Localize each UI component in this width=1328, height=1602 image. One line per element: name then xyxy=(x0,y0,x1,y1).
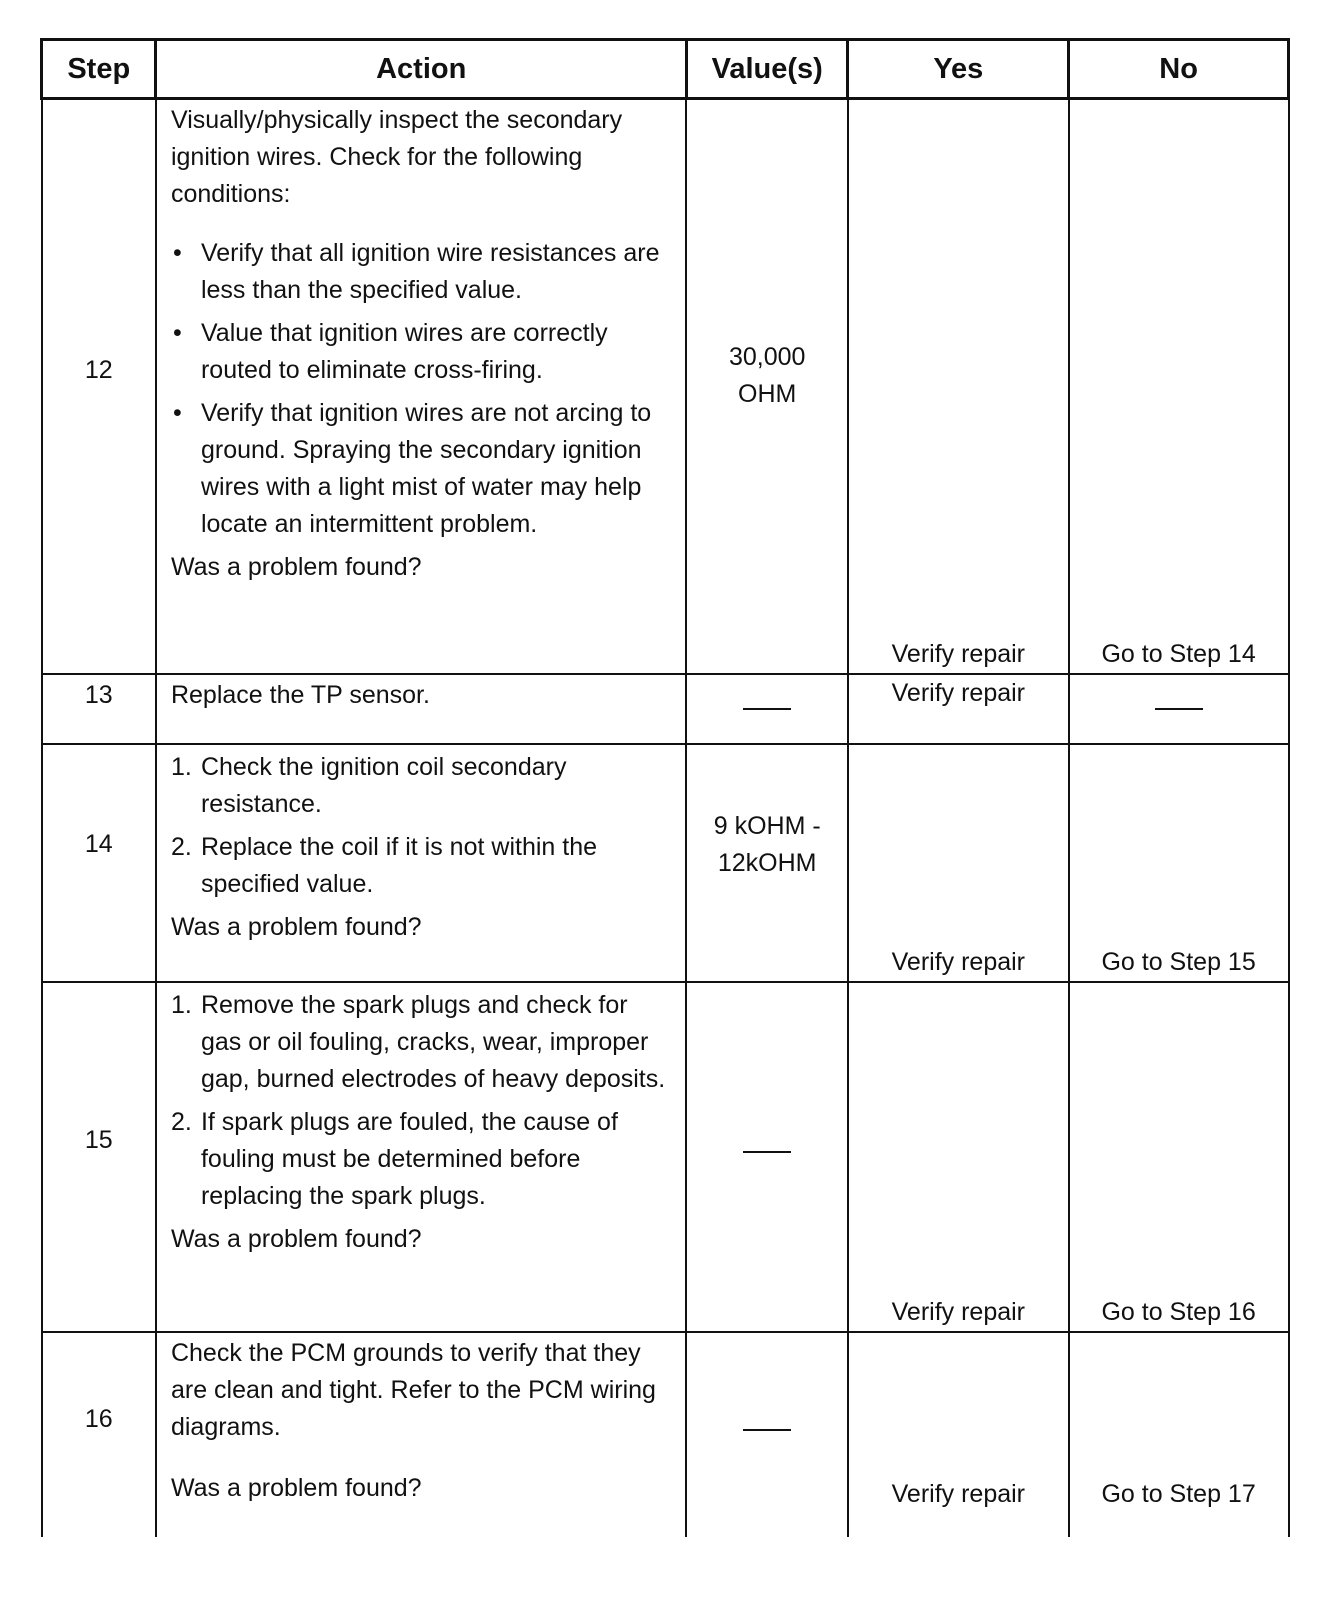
yes-cell: Verify repair xyxy=(848,1332,1069,1537)
item-text: Remove the spark plugs and check for gas or oil fouling, cracks, wear, improper gap, burned electrodes of heavy deposits. xyxy=(200,990,666,1093)
bullet-text: Verify that all ignition wire resistances are less than the specified value. xyxy=(200,239,660,304)
bullet-marker: • xyxy=(172,399,182,427)
header-values: Value(s) xyxy=(686,40,847,99)
yes-cell: Verify repair xyxy=(848,982,1069,1332)
table-row-step-15 xyxy=(42,982,1289,1332)
list-item xyxy=(171,1104,673,1215)
dash-placeholder xyxy=(1155,708,1203,710)
dash-placeholder xyxy=(743,1429,791,1431)
step-number: 16 xyxy=(42,1332,156,1537)
yes-cell: Verify repair xyxy=(848,99,1069,674)
question-text: Was a problem found? xyxy=(170,1224,422,1253)
action-intro: Check the PCM grounds to verify that they are clean and tight. Refer to the PCM wiring diagrams. xyxy=(170,1338,656,1441)
diagnostic-table xyxy=(40,38,1290,1537)
step-number: 14 xyxy=(42,744,156,982)
no-cell: Go to Step 15 xyxy=(1069,744,1289,982)
value-cell xyxy=(686,744,847,982)
no-cell: Go to Step 16 xyxy=(1069,982,1289,1332)
question-text: Was a problem found? xyxy=(170,1473,422,1502)
bullet-text: Value that ignition wires are correctly routed to eliminate cross-firing. xyxy=(200,319,608,384)
action-cell xyxy=(156,982,686,1332)
item-text: Replace the coil if it is not within the specified value. xyxy=(200,832,598,898)
no-cell: Go to Step 14 xyxy=(1069,99,1289,674)
item-text: Check the ignition coil secondary resistance. xyxy=(200,752,567,818)
step-number: 12 xyxy=(42,99,156,674)
number-marker: 1. xyxy=(170,752,192,781)
list-item xyxy=(171,987,673,1098)
action-cell xyxy=(156,1332,686,1537)
header-no: No xyxy=(1069,40,1289,99)
bullet-marker: • xyxy=(172,319,182,347)
dash-placeholder xyxy=(743,708,791,710)
value-cell xyxy=(686,99,847,674)
bullet-marker: • xyxy=(172,239,182,267)
value-cell xyxy=(686,982,847,1332)
list-item xyxy=(171,235,673,309)
action-cell xyxy=(156,744,686,982)
header-action: Action xyxy=(156,40,686,99)
bullet-text: Verify that ignition wires are not arcing to ground. Spraying the secondary ignition wires with a light mist of water may help locate an intermittent problem. xyxy=(200,399,652,538)
value-line: 9 kOHM - xyxy=(713,811,821,840)
list-item xyxy=(171,395,673,543)
number-marker: 1. xyxy=(170,990,192,1019)
item-text: If spark plugs are fouled, the cause of fouling must be determined before replacing the spark plugs. xyxy=(200,1107,618,1210)
action-intro: Visually/physically inspect the secondary ignition wires. Check for the following conditions: xyxy=(170,106,623,208)
question-text: Was a problem found? xyxy=(170,912,422,941)
header-row xyxy=(42,40,1289,99)
no-cell: Go to Step 17 xyxy=(1069,1332,1289,1537)
action-cell xyxy=(156,99,686,674)
number-marker: 2. xyxy=(170,832,192,861)
table-row-step-12 xyxy=(42,99,1289,674)
header-yes: Yes xyxy=(848,40,1069,99)
header-step: Step xyxy=(42,40,156,99)
action-intro: Replace the TP sensor. xyxy=(170,680,430,709)
no-cell xyxy=(1069,674,1289,744)
yes-cell: Verify repair xyxy=(848,674,1069,744)
step-number: 13 xyxy=(42,674,156,744)
value-line: 12kOHM xyxy=(717,848,817,877)
list-item xyxy=(171,829,673,903)
value-line: 30,000 xyxy=(728,343,806,372)
value-cell xyxy=(686,674,847,744)
dash-placeholder xyxy=(743,1151,791,1153)
number-marker: 2. xyxy=(170,1107,192,1136)
list-item xyxy=(171,749,673,823)
table-row-step-13 xyxy=(42,674,1289,744)
value-line: OHM xyxy=(738,380,797,409)
yes-cell: Verify repair xyxy=(848,744,1069,982)
table-row-step-14 xyxy=(42,744,1289,982)
value-cell xyxy=(686,1332,847,1537)
table-row-step-16 xyxy=(42,1332,1289,1537)
question-text: Was a problem found? xyxy=(170,553,422,581)
action-cell xyxy=(156,674,686,744)
step-number: 15 xyxy=(42,982,156,1332)
list-item xyxy=(171,315,673,389)
